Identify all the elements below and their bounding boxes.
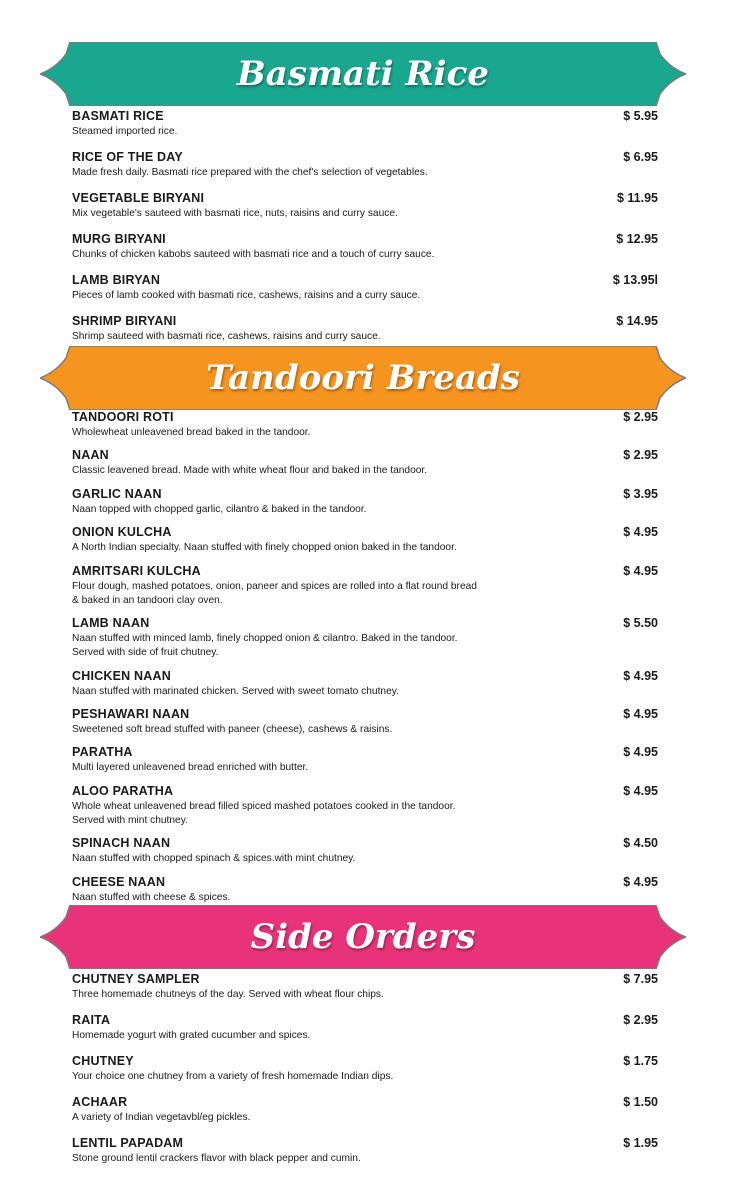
menu-item	[72, 836, 658, 866]
item-name: CHUTNEY	[72, 1054, 134, 1068]
item-name: GARLIC NAAN	[72, 487, 162, 501]
item-price: $ 4.95	[623, 784, 658, 798]
item-price: $ 4.95	[623, 669, 658, 683]
item-name: LAMB NAAN	[72, 616, 150, 630]
item-description: Sweetened soft bread stuffed with paneer (cheese), cashews & raisins.	[72, 724, 393, 735]
item-description: Whole wheat unleavened bread filled spiced mashed potatoes cooked in the tandoor. Served with mint chutney.	[72, 801, 456, 826]
section-title-side-orders: Side Orders	[250, 917, 476, 957]
item-price: $ 4.95	[623, 875, 658, 889]
item-price: $ 4.95	[623, 707, 658, 721]
item-description: Flour dough, mashed potatoes, onion, paneer and spices are rolled into a flat round bread & baked in an tandoori clay oven.	[72, 581, 477, 606]
item-description: Chunks of chicken kabobs sauteed with basmati rice and a touch of curry sauce.	[72, 249, 435, 260]
item-price: $ 1.95	[623, 1136, 658, 1150]
item-name: CHICKEN NAAN	[72, 669, 171, 683]
menu-item	[72, 745, 658, 775]
item-description: Multi layered unleavened bread enriched with butter.	[72, 762, 309, 773]
menu-item	[72, 707, 658, 737]
item-description: Your choice one chutney from a variety of fresh homemade Indian dips.	[72, 1071, 394, 1082]
item-name: ACHAAR	[72, 1095, 128, 1109]
item-name: SHRIMP BIRYANI	[72, 314, 177, 328]
item-name: CHUTNEY SAMPLER	[72, 972, 200, 986]
item-description: Classic leavened bread. Made with white wheat flour and baked in the tandoor.	[72, 465, 428, 476]
menu-item	[72, 564, 658, 608]
menu-item	[72, 784, 658, 828]
menu-item	[72, 1054, 658, 1084]
item-description: A North Indian specialty. Naan stuffed with finely chopped onion baked in the tandoor.	[72, 542, 457, 553]
item-name: LAMB BIRYAN	[72, 273, 161, 287]
menu-item	[72, 1013, 658, 1043]
item-name: RAITA	[72, 1013, 111, 1027]
item-name: AMRITSARI KULCHA	[72, 564, 201, 578]
menu-item	[72, 525, 658, 555]
item-price: $ 5.95	[623, 109, 658, 123]
item-price: $ 4.95	[623, 525, 658, 539]
item-name: MURG BIRYANI	[72, 232, 166, 246]
menu-item	[72, 616, 658, 660]
menu-item	[72, 232, 658, 262]
item-price: $ 14.95	[616, 314, 658, 328]
item-description: Wholewheat unleavened bread baked in the tandoor.	[72, 427, 311, 438]
item-price: $ 1.75	[623, 1054, 658, 1068]
item-name: CHEESE NAAN	[72, 875, 166, 889]
item-description: Steamed imported rice.	[72, 126, 178, 137]
banner-basmati-rice	[40, 42, 686, 106]
menu-item	[72, 669, 658, 699]
item-name: VEGETABLE BIRYANI	[72, 191, 205, 205]
item-description: Naan stuffed with chopped spinach & spices.with mint chutney.	[72, 853, 356, 864]
menu-item	[72, 410, 658, 440]
banner-side-orders	[40, 905, 686, 969]
item-price: $ 2.95	[623, 448, 658, 462]
menu-item	[72, 1095, 658, 1125]
item-description: A variety of Indian vegetavbl/eg pickles.	[72, 1112, 251, 1123]
item-name: SPINACH NAAN	[72, 836, 171, 850]
item-price: $ 6.95	[623, 150, 658, 164]
menu-item	[72, 1136, 658, 1166]
item-price: $ 2.95	[623, 410, 658, 424]
item-name: NAAN	[72, 448, 109, 462]
item-name: TANDOORI ROTI	[72, 410, 174, 424]
item-price: $ 12.95	[616, 232, 658, 246]
menu-item	[72, 314, 658, 344]
item-price: $ 5.50	[623, 616, 658, 630]
item-description: Naan topped with chopped garlic, cilantro & baked in the tandoor.	[72, 504, 367, 515]
item-name: RICE OF THE DAY	[72, 150, 183, 164]
item-price: $ 11.95	[616, 191, 658, 205]
item-name: BASMATI RICE	[72, 109, 164, 123]
item-description: Mix vegetable's sauteed with basmati rice, nuts, raisins and curry sauce.	[72, 208, 398, 219]
menu-item	[72, 875, 658, 905]
menu-item	[72, 972, 658, 1002]
menu-item	[72, 109, 658, 139]
section-title-basmati-rice: Basmati Rice	[237, 54, 489, 94]
item-price: $ 4.50	[623, 836, 658, 850]
item-description: Pieces of lamb cooked with basmati rice, cashews, raisins and a curry sauce.	[72, 290, 421, 301]
item-price: $ 4.95	[623, 745, 658, 759]
item-name: PESHAWARI NAAN	[72, 707, 190, 721]
menu-item	[72, 273, 658, 303]
item-price: $ 4.95	[623, 564, 658, 578]
item-description: Homemade yogurt with grated cucumber and spices.	[72, 1030, 311, 1041]
item-description: Naan stuffed with marinated chicken. Served with sweet tomato chutney.	[72, 686, 399, 697]
menu-item	[72, 448, 658, 478]
menu-item	[72, 150, 658, 180]
item-price: $ 13.95l	[612, 273, 658, 287]
menu-item	[72, 191, 658, 221]
item-name: LENTIL PAPADAM	[72, 1136, 184, 1150]
item-description: Made fresh daily. Basmati rice prepared with the chef's selection of vegetables.	[72, 167, 428, 178]
item-price: $ 7.95	[623, 972, 658, 986]
section-title-tandoori-breads: Tandoori Breads	[206, 358, 520, 398]
banner-tandoori-breads	[40, 346, 686, 410]
item-description: Stone ground lentil crackers flavor with black pepper and cumin.	[72, 1153, 361, 1164]
item-name: ONION KULCHA	[72, 525, 172, 539]
item-price: $ 3.95	[623, 487, 658, 501]
item-description: Naan stuffed with cheese & spices.	[72, 892, 231, 903]
item-description: Three homemade chutneys of the day. Served with wheat flour chips.	[72, 989, 384, 1000]
menu-item	[72, 487, 658, 517]
item-price: $ 2.95	[623, 1013, 658, 1027]
item-name: ALOO PARATHA	[72, 784, 174, 798]
item-price: $ 1.50	[623, 1095, 658, 1109]
item-description: Shrimp sauteed with basmati rice, cashews, raisins and curry sauce.	[72, 331, 381, 342]
item-description: Naan stuffed with minced lamb, finely chopped onion & cilantro. Baked in the tandoor. Served with side of fruit chutney.	[72, 633, 458, 658]
item-name: PARATHA	[72, 745, 133, 759]
